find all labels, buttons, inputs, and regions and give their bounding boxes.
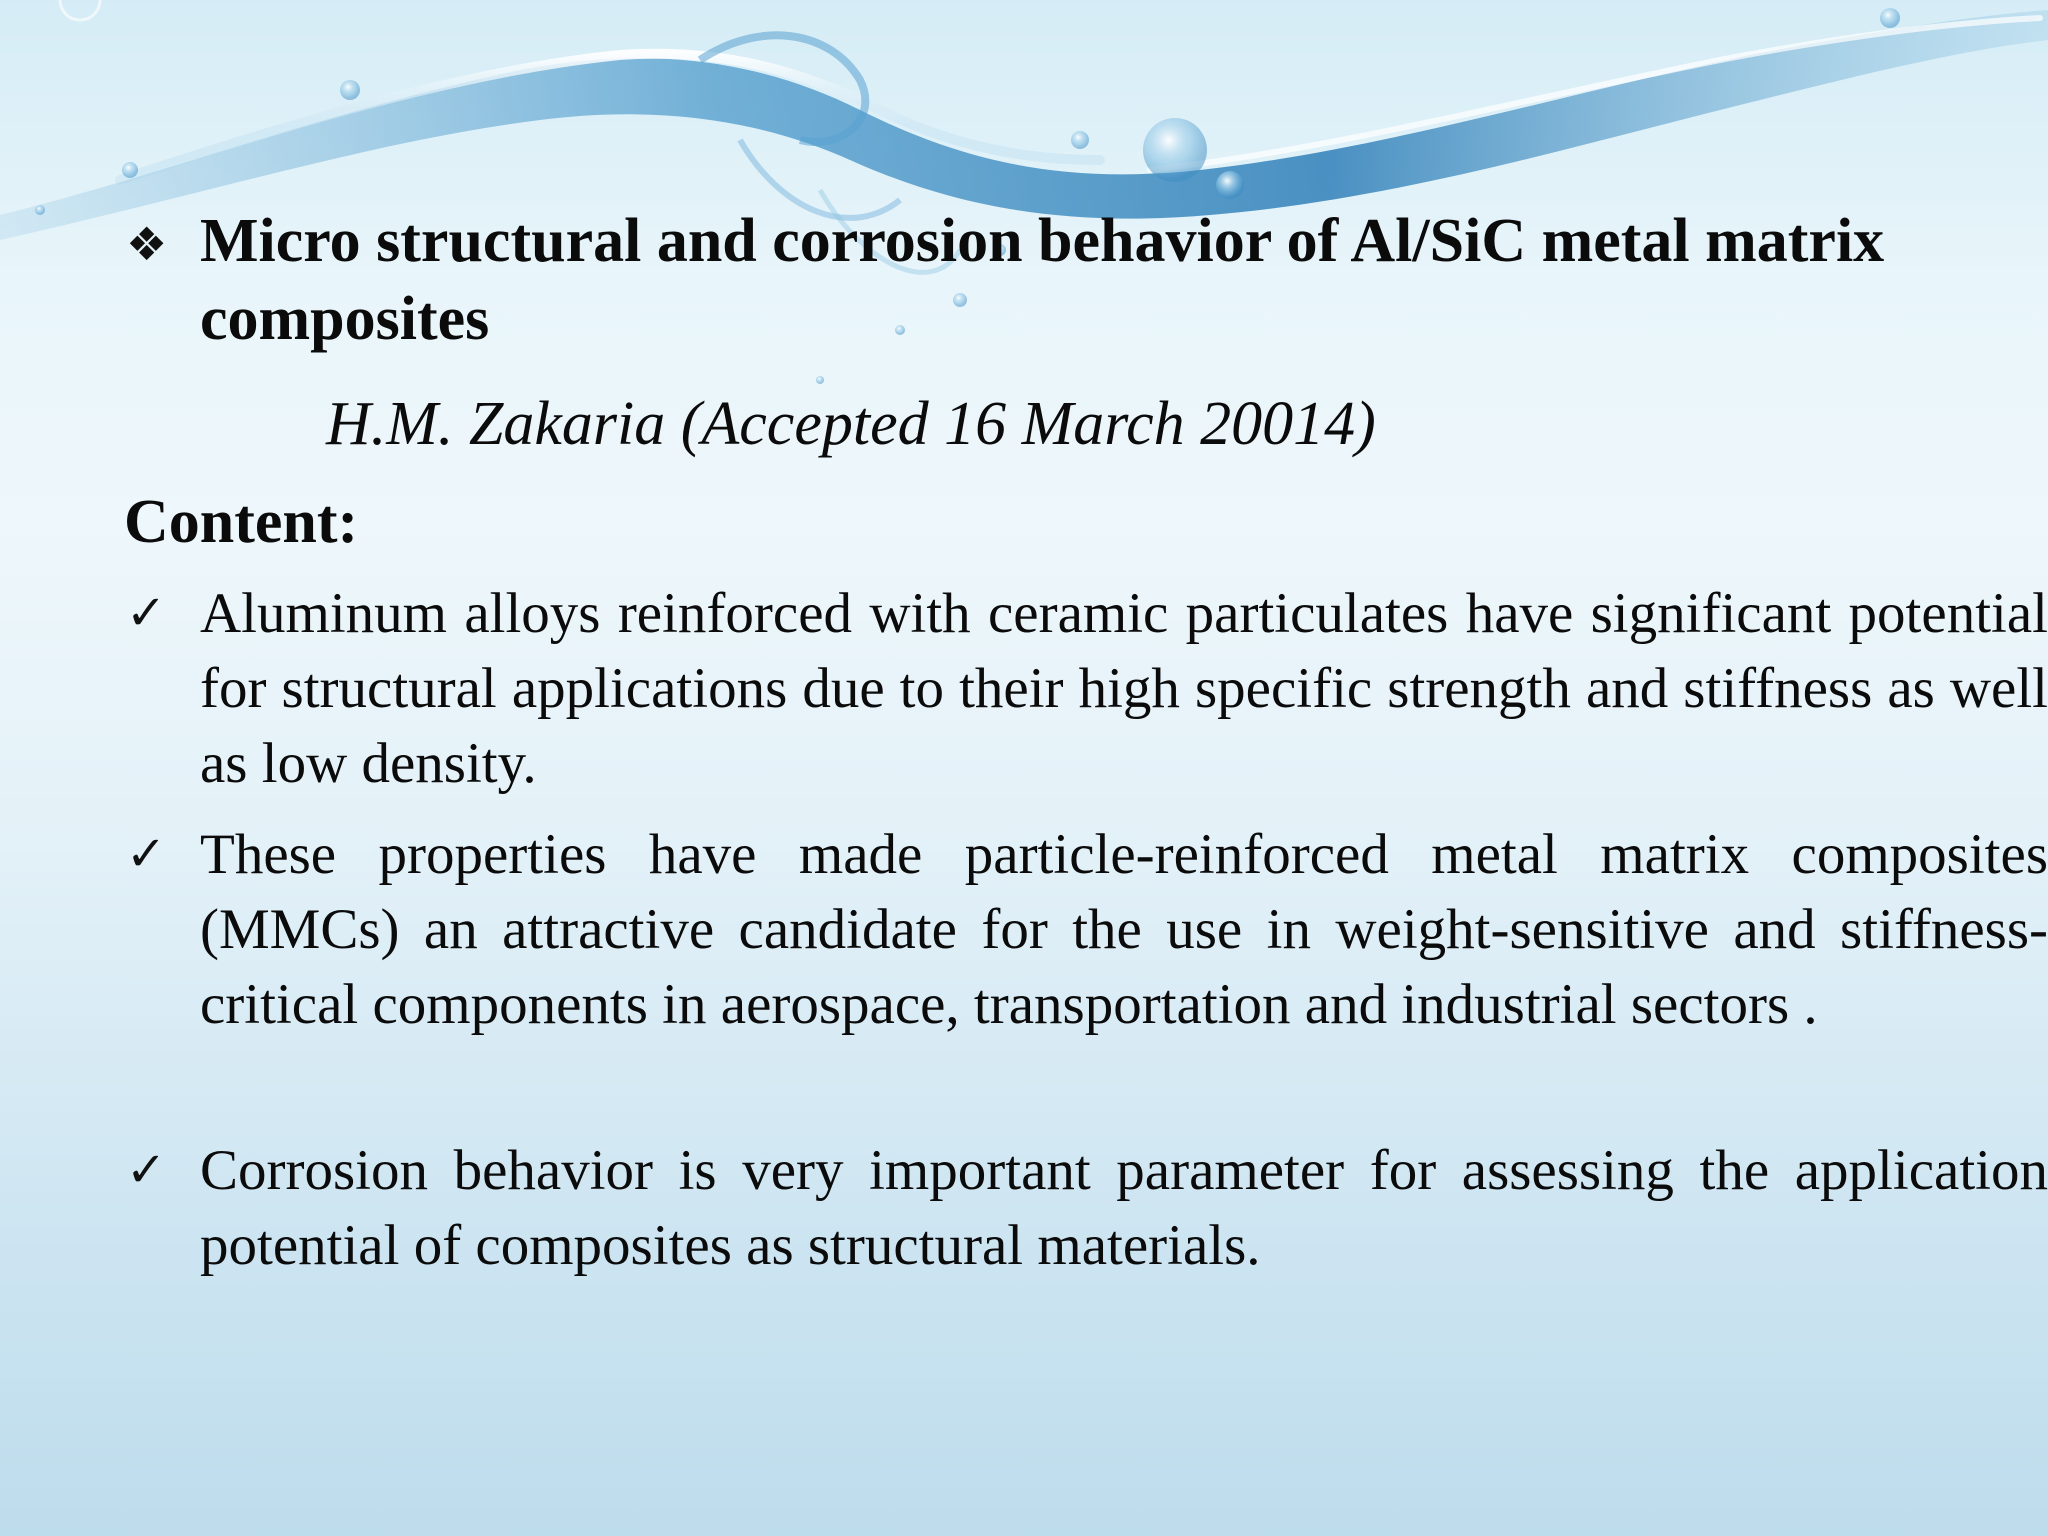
bullet-point-text: Aluminum alloys reinforced with ceramic particulates have significant potential for structural applications due to their high specific strength and stiffness as well as low density. <box>200 582 2048 795</box>
check-icon: ✓ <box>126 585 167 641</box>
check-icon: ✓ <box>126 826 167 882</box>
slide-title: Micro structural and corrosion behavior of Al/SiC metal matrix composites <box>200 207 1885 353</box>
content-heading: Content: <box>124 488 359 556</box>
author-citation: H.M. Zakaria (Accepted 16 March 20014) <box>326 390 1376 458</box>
diamond-bullet-icon: ❖ <box>126 217 168 271</box>
check-icon: ✓ <box>126 1142 167 1198</box>
bullet-point-text: Corrosion behavior is very important parameter for assessing the application potential of composites as structural materials. <box>200 1139 2048 1277</box>
bullet-point-text: These properties have made particle-reinforced metal matrix composites (MMCs) an attractive candidate for the use in weight-sensitive and stiffness-critical components in aerospace, transportation and industrial sectors . <box>200 823 2048 1036</box>
